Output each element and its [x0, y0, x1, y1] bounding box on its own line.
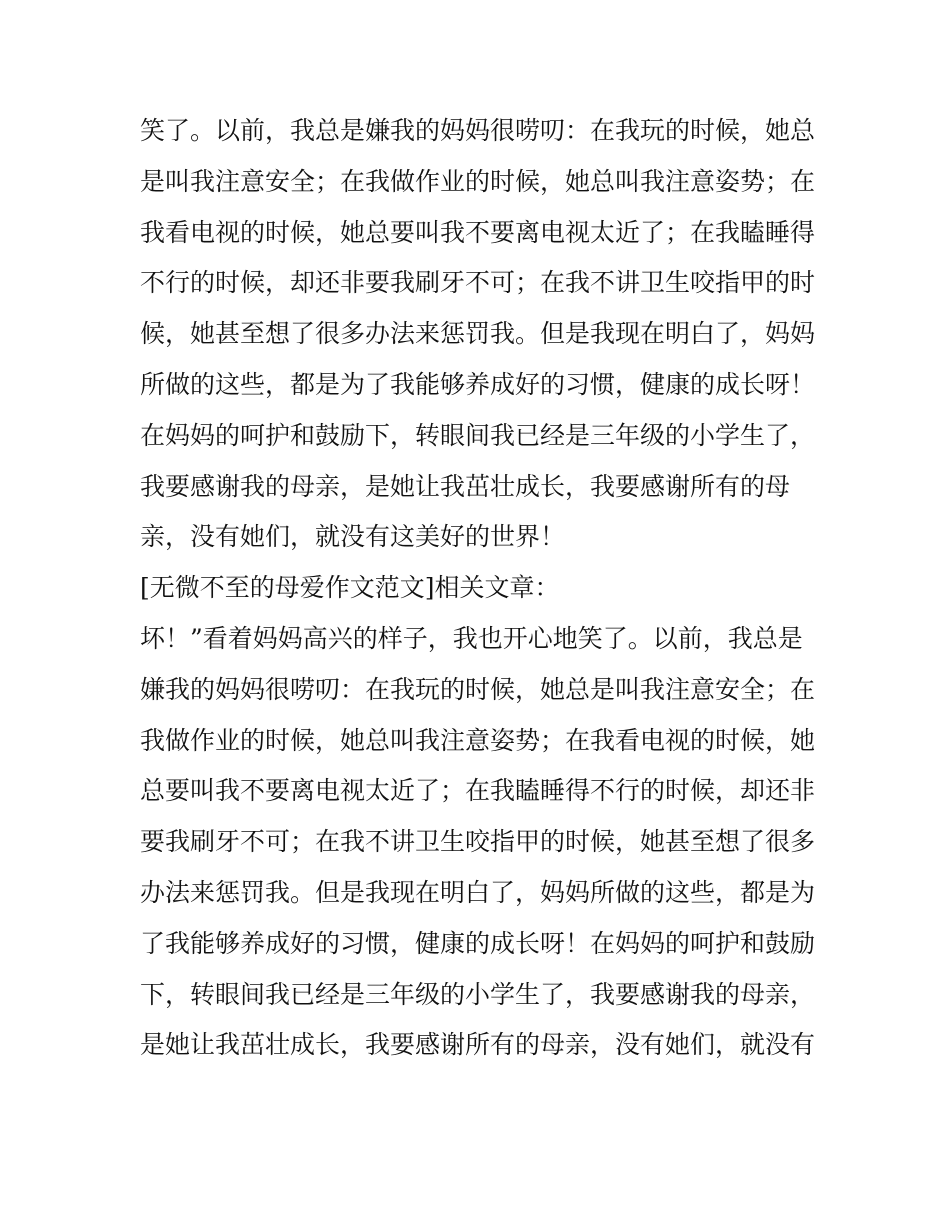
text-line: 笑了。以前，我总是嫌我的妈妈很唠叨：在我玩的时候，她总	[140, 116, 816, 145]
text-line: 我做作业的时候，她总叫我注意姿势；在我看电视的时候，她	[140, 725, 816, 755]
text-line: 不行的时候，却还非要我刷牙不可；在我不讲卫生咬指甲的时	[140, 268, 816, 298]
text-line: 在妈妈的呵护和鼓励下，转眼间我已经是三年级的小学生了，	[140, 420, 816, 450]
text-line: 候，她甚至想了很多办法来惩罚我。但是我现在明白了，妈妈	[140, 319, 816, 349]
text-line: 是叫我注意安全；在我做作业的时候，她总叫我注意姿势；在	[140, 166, 816, 196]
text-line: 了我能够养成好的习惯，健康的成长呀！在妈妈的呵护和鼓励	[140, 928, 816, 958]
text-line: 所做的这些，都是为了我能够养成好的习惯，健康的成长呀！	[140, 369, 816, 399]
text-line: 下，转眼间我已经是三年级的小学生了，我要感谢我的母亲，	[140, 979, 816, 1009]
text-line: 嫌我的妈妈很唠叨：在我玩的时候，她总是叫我注意安全；在	[140, 674, 816, 704]
text-line: 我看电视的时候，她总要叫我不要离电视太近了；在我瞌睡得	[140, 217, 816, 247]
text-line: 坏！”看着妈妈高兴的样子，我也开心地笑了。以前，我总是	[140, 623, 803, 653]
text-line: 要我刷牙不可；在我不讲卫生咬指甲的时候，她甚至想了很多	[140, 827, 816, 857]
document-body	[140, 106, 820, 1071]
text-line: 办法来惩罚我。但是我现在明白了，妈妈所做的这些，都是为	[140, 877, 816, 907]
text-line: 亲，没有她们，就没有这美好的世界！	[140, 522, 566, 552]
text-line: 是她让我茁壮成长，我要感谢所有的母亲，没有她们，就没有	[140, 1030, 816, 1060]
related-articles-heading: [无微不至的母爱作文范文]相关文章：	[140, 573, 560, 603]
text-line: 总要叫我不要离电视太近了；在我瞌睡得不行的时候，却还非	[140, 776, 816, 806]
text-line: 我要感谢我的母亲，是她让我茁壮成长，我要感谢所有的母	[140, 471, 791, 501]
